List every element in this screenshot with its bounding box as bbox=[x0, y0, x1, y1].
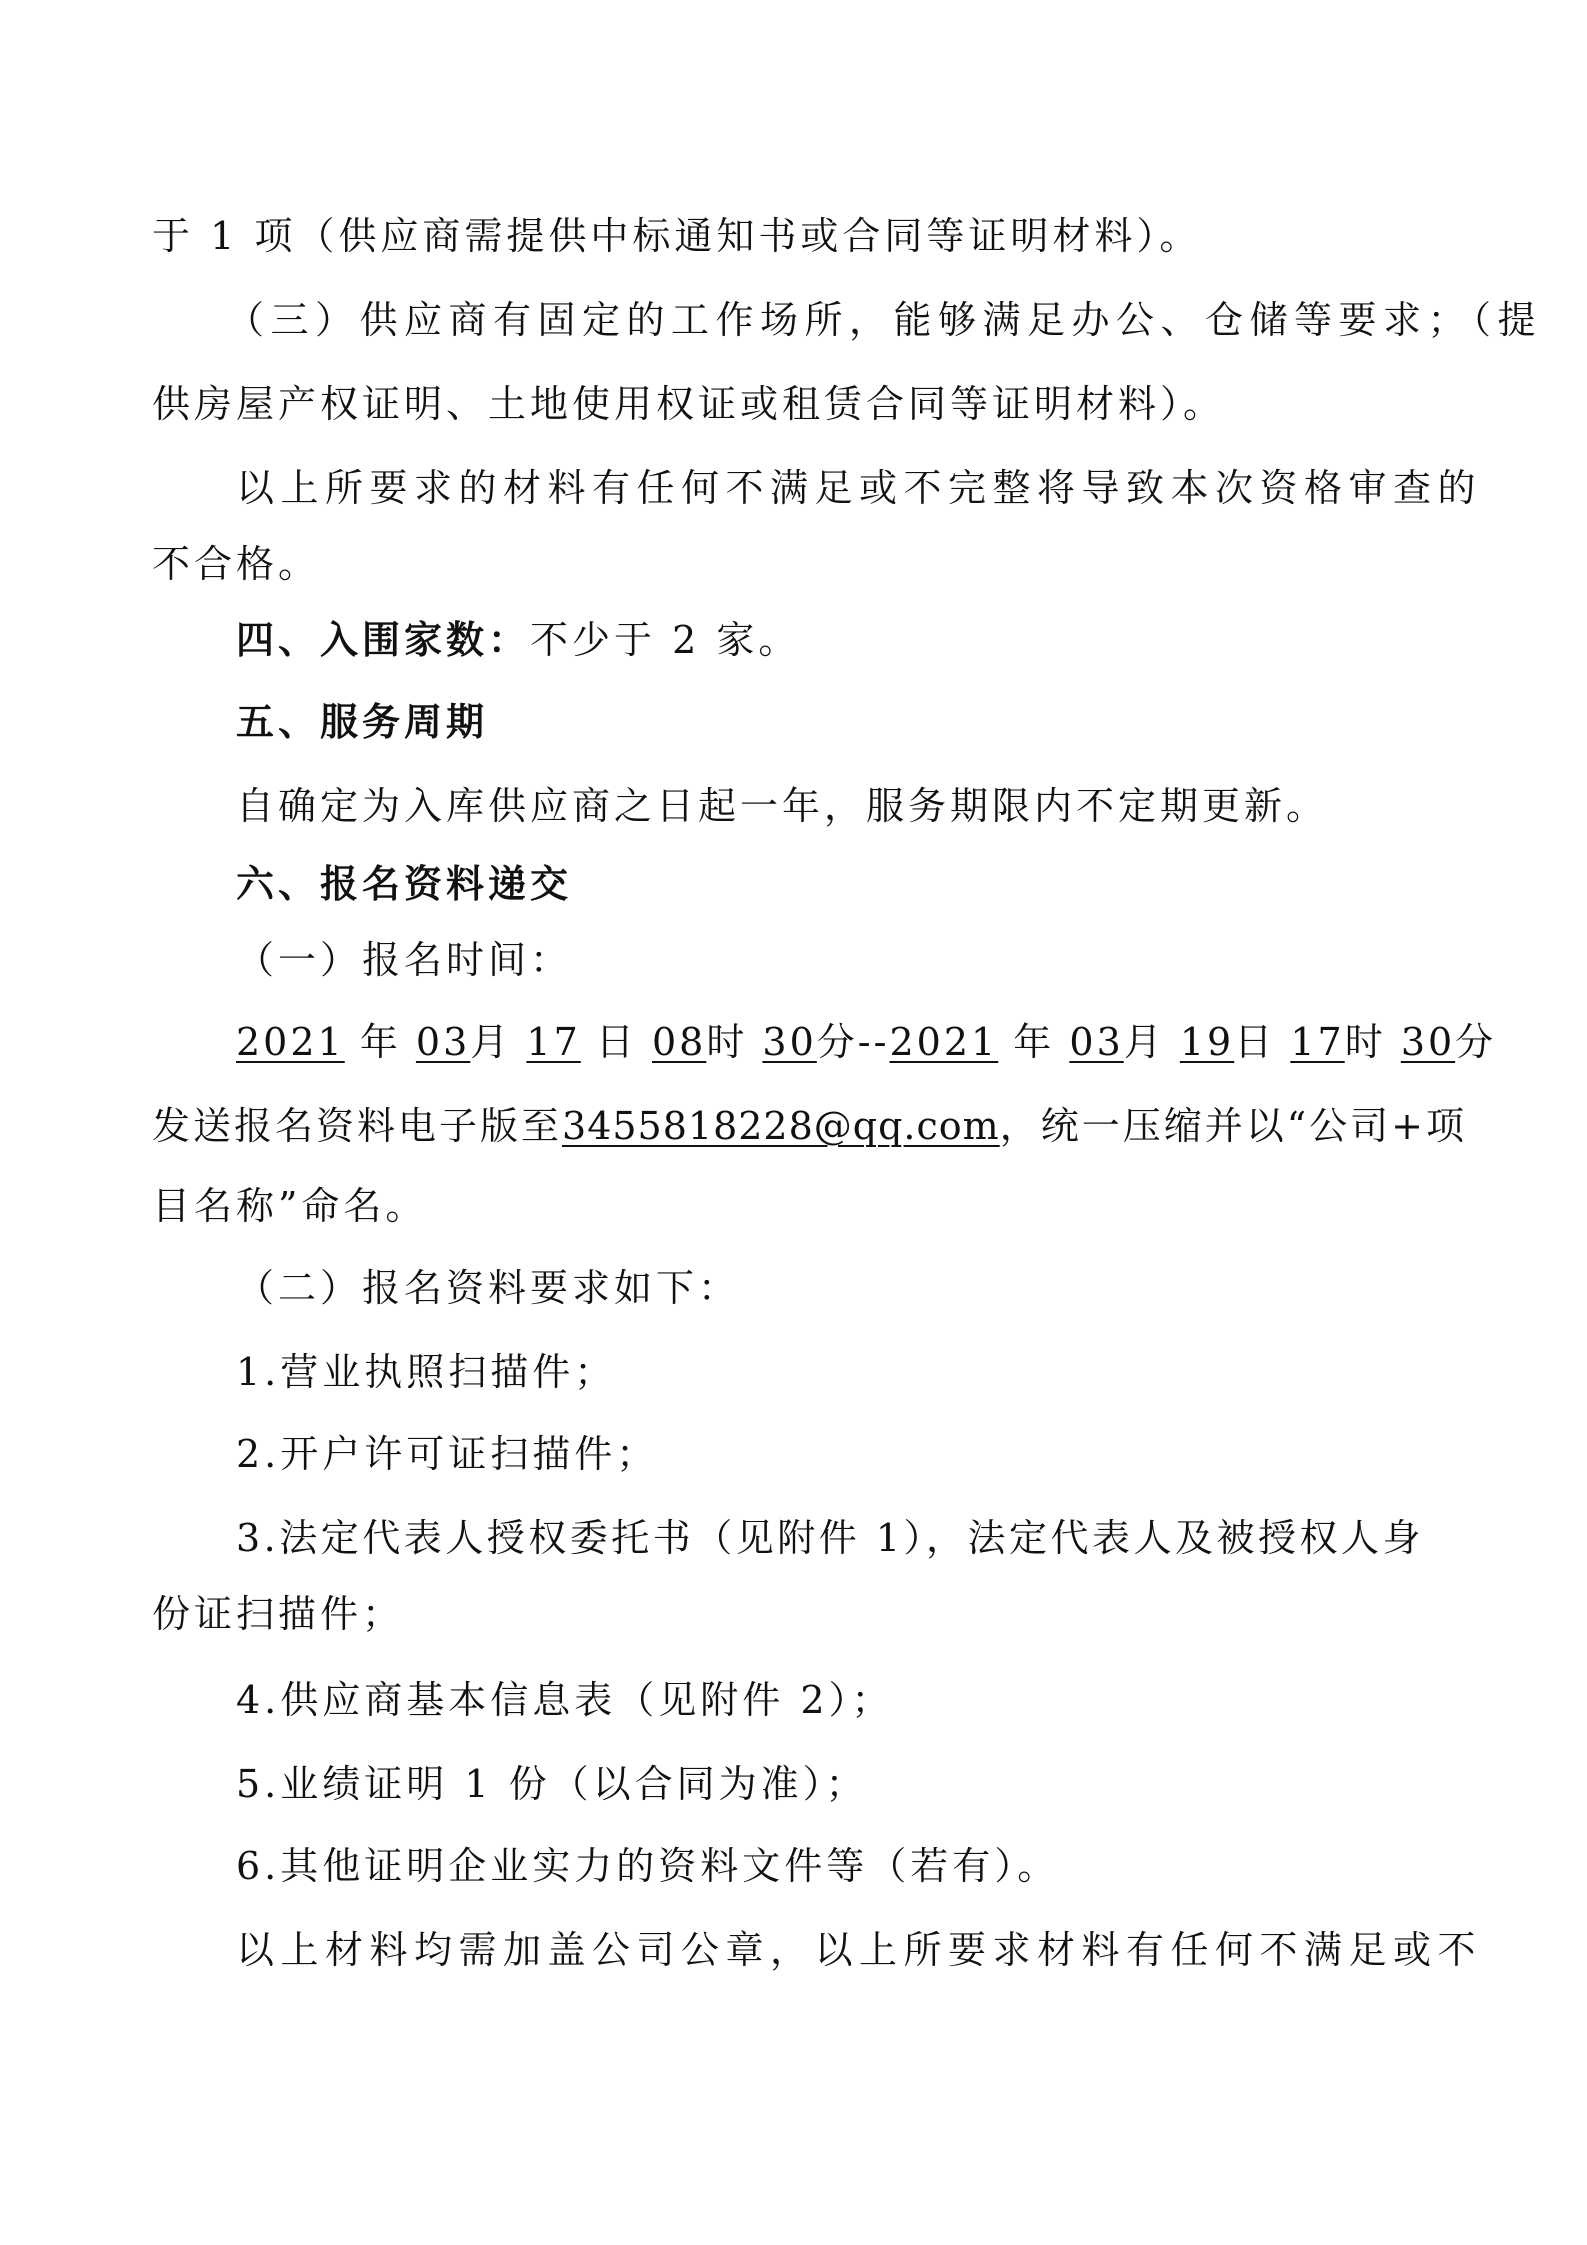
start-minute: 30 bbox=[762, 1020, 817, 1064]
list-item: 4.供应商基本信息表（见附件 2）； bbox=[236, 1678, 894, 1722]
unit-year: 年 bbox=[359, 1020, 401, 1064]
section-5-heading: 五、服务周期 bbox=[236, 699, 489, 744]
paragraph-line: 供房屋产权证明、土地使用权证或租赁合同等证明材料）。 bbox=[152, 382, 1226, 426]
time-separator: -- bbox=[857, 1020, 890, 1064]
section-4-text: 不少于 2 家。 bbox=[530, 618, 801, 662]
start-year: 2021 bbox=[236, 1020, 345, 1064]
unit-minute: 分 bbox=[816, 1020, 858, 1064]
list-item: 6.其他证明企业实力的资料文件等（若有）。 bbox=[236, 1844, 1060, 1888]
start-hour: 08 bbox=[651, 1020, 707, 1064]
end-day: 19 bbox=[1179, 1020, 1235, 1064]
section-6-heading: 六、报名资料递交 bbox=[236, 861, 573, 906]
list-item: 5.业绩证明 1 份（以合同为准）； bbox=[236, 1762, 868, 1806]
send-line bbox=[0, 1102, 1587, 1150]
list-item: 3.法定代表人授权委托书（见附件 1），法定代表人及被授权人身 bbox=[236, 1516, 1425, 1560]
unit-day: 日 bbox=[595, 1020, 637, 1064]
start-day: 17 bbox=[526, 1020, 581, 1064]
registration-time bbox=[0, 1018, 1587, 1066]
paragraph-line: （三）供应商有固定的工作场所，能够满足办公、仓储等要求；（提 bbox=[226, 298, 1543, 342]
section-4-heading: 四、入围家数： bbox=[236, 617, 531, 662]
unit-year: 年 bbox=[1013, 1020, 1055, 1064]
section-4-line bbox=[0, 616, 1587, 664]
end-month: 03 bbox=[1069, 1020, 1124, 1064]
unit-hour: 时 bbox=[706, 1020, 748, 1064]
closing-line: 以上材料均需加盖公司公章，以上所要求材料有任何不满足或不 bbox=[236, 1928, 1483, 1972]
list-item: 1.营业执照扫描件； bbox=[236, 1350, 617, 1394]
paragraph-line: 以上所要求的材料有任何不满足或不完整将导致本次资格审查的 bbox=[236, 466, 1483, 510]
end-hour: 17 bbox=[1290, 1020, 1345, 1064]
section-5-text: 自确定为入库供应商之日起一年，服务期限内不定期更新。 bbox=[236, 784, 1329, 828]
paragraph-line: 于 1 项（供应商需提供中标通知书或合同等证明材料）。 bbox=[152, 214, 1202, 258]
section-6-sub2: （二）报名资料要求如下： bbox=[236, 1266, 741, 1310]
send-line-2: 目名称”命名。 bbox=[152, 1184, 428, 1228]
unit-month: 月 bbox=[1123, 1020, 1165, 1064]
end-year: 2021 bbox=[889, 1020, 999, 1064]
email-link[interactable]: 3455818228@qq.com bbox=[562, 1104, 1000, 1148]
unit-month: 月 bbox=[470, 1020, 512, 1064]
unit-hour: 时 bbox=[1344, 1020, 1386, 1064]
unit-day: 日 bbox=[1234, 1020, 1276, 1064]
unit-minute: 分 bbox=[1455, 1020, 1497, 1064]
section-6-sub1: （一）报名时间： bbox=[236, 938, 573, 982]
list-item: 份证扫描件； bbox=[152, 1592, 405, 1636]
paragraph-line: 不合格。 bbox=[152, 542, 321, 586]
end-minute: 30 bbox=[1400, 1020, 1456, 1064]
send-suffix: ，统一压缩并以“公司+项 bbox=[999, 1104, 1467, 1148]
send-prefix: 发送报名资料电子版至 bbox=[152, 1104, 563, 1148]
list-item: 2.开户许可证扫描件； bbox=[236, 1432, 659, 1476]
start-month: 03 bbox=[415, 1020, 471, 1064]
